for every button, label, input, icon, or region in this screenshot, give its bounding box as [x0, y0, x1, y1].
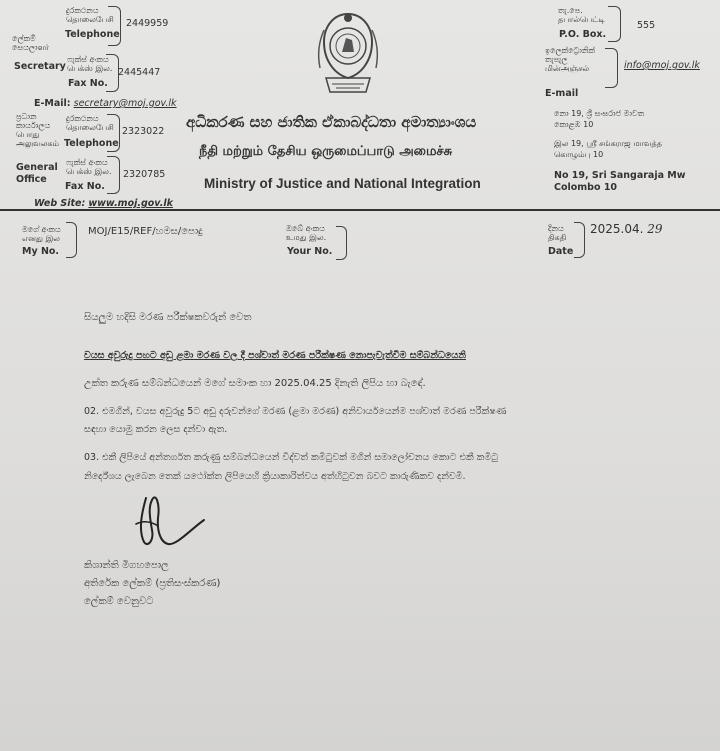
ministry-title-english: Ministry of Justice and National Integration: [204, 176, 481, 191]
paragraph-3-line-2: නිර්දේශය ලැබෙන තෙක් යථෝක්ත ලිපියෙහි ක්‍රියාකාරිත්වය අත්හිටුවන බවට කාරුණිකව දන්වමි.: [84, 471, 466, 482]
date-row: [590, 222, 663, 236]
subject: වයස අවුරුදු පහට අඩු ළමා මරණ වල දී පශ්චාත් මරණ පරීක්ෂණ නොපැවැත්වීම සම්බන්ධයෙනි: [84, 350, 466, 361]
sri-lanka-emblem-icon: [312, 8, 384, 104]
email-label-right: E-mail: [545, 88, 579, 99]
signatory-on-behalf: ලේකම් වෙනුවට: [84, 596, 154, 607]
website-link[interactable]: www.moj.gov.lk: [88, 198, 173, 209]
date-label: Date: [548, 246, 574, 257]
fax-si-label: ෆැක්ස් අංකය பெக்ஸ் இல.: [67, 55, 113, 73]
address-english: No 19, Sri Sangaraja Mw Colombo 10: [554, 170, 686, 193]
po-box-number: 555: [637, 20, 656, 31]
website-row: [34, 198, 173, 209]
brace: [336, 226, 347, 260]
brace: [608, 6, 621, 42]
fax2-label: Fax No.: [65, 181, 105, 192]
telephone-label: Telephone: [65, 29, 120, 40]
signatory-name: කිශාන්ති මිගහපොල: [84, 560, 169, 571]
fax-number: 2445447: [118, 67, 161, 78]
date-si-label: දිනය திகதி: [548, 224, 567, 242]
telephone2-label: Telephone: [64, 138, 119, 149]
secretary-label: Secretary: [14, 61, 66, 72]
email-link-right[interactable]: info@moj.gov.lk: [624, 60, 700, 71]
address-tamil: இல 19, ஸ்ரீ சங்கராஜ மாவத்த கொழும்பு 10: [554, 139, 662, 159]
po-box-label: P.O. Box.: [559, 29, 607, 40]
secretary-si-label: ලේකම් සෙයලාளர்: [12, 34, 50, 52]
brace: [66, 222, 77, 258]
general-office-si-label: ප්‍රධාන කාර්යාලය பொது அலுவலகம்: [16, 112, 59, 148]
address-sinhala: නො 19, ශ්‍රී සංඝරාජ මාවත කොළඹ 10: [554, 109, 645, 129]
paragraph-1: උක්ත කරුණ සම්බන්ධයෙන් මගේ සමාංක හා 2025.04.25 දිනැති ලිපිය හා බැඳේ.: [84, 378, 426, 389]
telephone2-number: 2323022: [122, 126, 165, 137]
your-no-label: Your No.: [287, 246, 333, 257]
paragraph-2-line-1: 02. එමගින්, වයස අවුරුදු 5ට අඩු දරුවන්ගේ මරණ (ළමා මරණ) අනිවාර්යයෙන්ම පශ්චාත් මරණ පරීක්ෂණ: [84, 406, 507, 417]
website-label: Web Site:: [34, 198, 86, 209]
my-no-si-label: මගේ අංකය எனது இல: [22, 225, 61, 243]
email-row: [34, 98, 177, 109]
date-handwritten-day: 29: [647, 222, 663, 236]
date-value: 2025.04.: [590, 222, 648, 236]
paragraph-3-line-1: 03. එකී ලිපියේ අන්තර්ගත කරුණු සම්බන්ධයෙන් විද්වත් කමිටුවක් මගින් සමාලෝචනය කොට එකී කමිටු: [84, 452, 499, 463]
brace: [605, 48, 618, 88]
telephone2-si-label: දුරකථනය தொலைபேசி: [66, 114, 114, 132]
my-no-value: MOJ/E15/REF/හමස/පොදු: [88, 226, 203, 237]
fax-label: Fax No.: [68, 78, 108, 89]
telephone-si-label: දුරකථනය தொலைபேசி: [66, 6, 114, 24]
your-no-si-label: ඔබේ අංකය உமது இல.: [286, 224, 327, 242]
fax2-number: 2320785: [123, 169, 166, 180]
general-office-label: General Office: [16, 162, 58, 185]
brace: [107, 114, 120, 152]
fax2-si-label: ෆැක්ස් අංකය பெக்ஸ் இல.: [66, 158, 112, 176]
brace: [574, 222, 585, 258]
telephone-number: 2449959: [126, 18, 169, 29]
email-si-label: ඉලෙක්ට්‍රොනික් තැපැල மின்அஞ்சல்: [545, 46, 595, 73]
signatory-title: අතිරේක ලේකම් (ප්‍රතිසංස්කරණ): [84, 578, 221, 589]
po-box-si-label: තැ.පෙ. தபால்பெட்டி: [558, 6, 605, 24]
email-link[interactable]: secretary@moj.gov.lk: [73, 98, 177, 109]
my-no-label: My No.: [22, 246, 60, 257]
header-divider: [0, 209, 720, 211]
email-label: E-Mail:: [34, 98, 71, 109]
brace: [107, 156, 120, 194]
ministry-title-sinhala: අධිකරණ සහ ජාතික ඒකාබද්ධතා අමාත්‍යාංශය: [186, 113, 477, 131]
addressee: සියලුම හදිසි මරණ පරීක්ෂකවරුන් වෙත: [84, 312, 252, 323]
ministry-title-tamil: நீதி மற்றும் தேசிய ஒருமைப்பாடு அமைச்சு: [199, 144, 453, 159]
paragraph-2-line-2: සඳහා යොමු කරන ලෙස දන්වා ඇත.: [84, 424, 228, 435]
signature-icon: [124, 490, 214, 556]
brace: [108, 6, 121, 46]
